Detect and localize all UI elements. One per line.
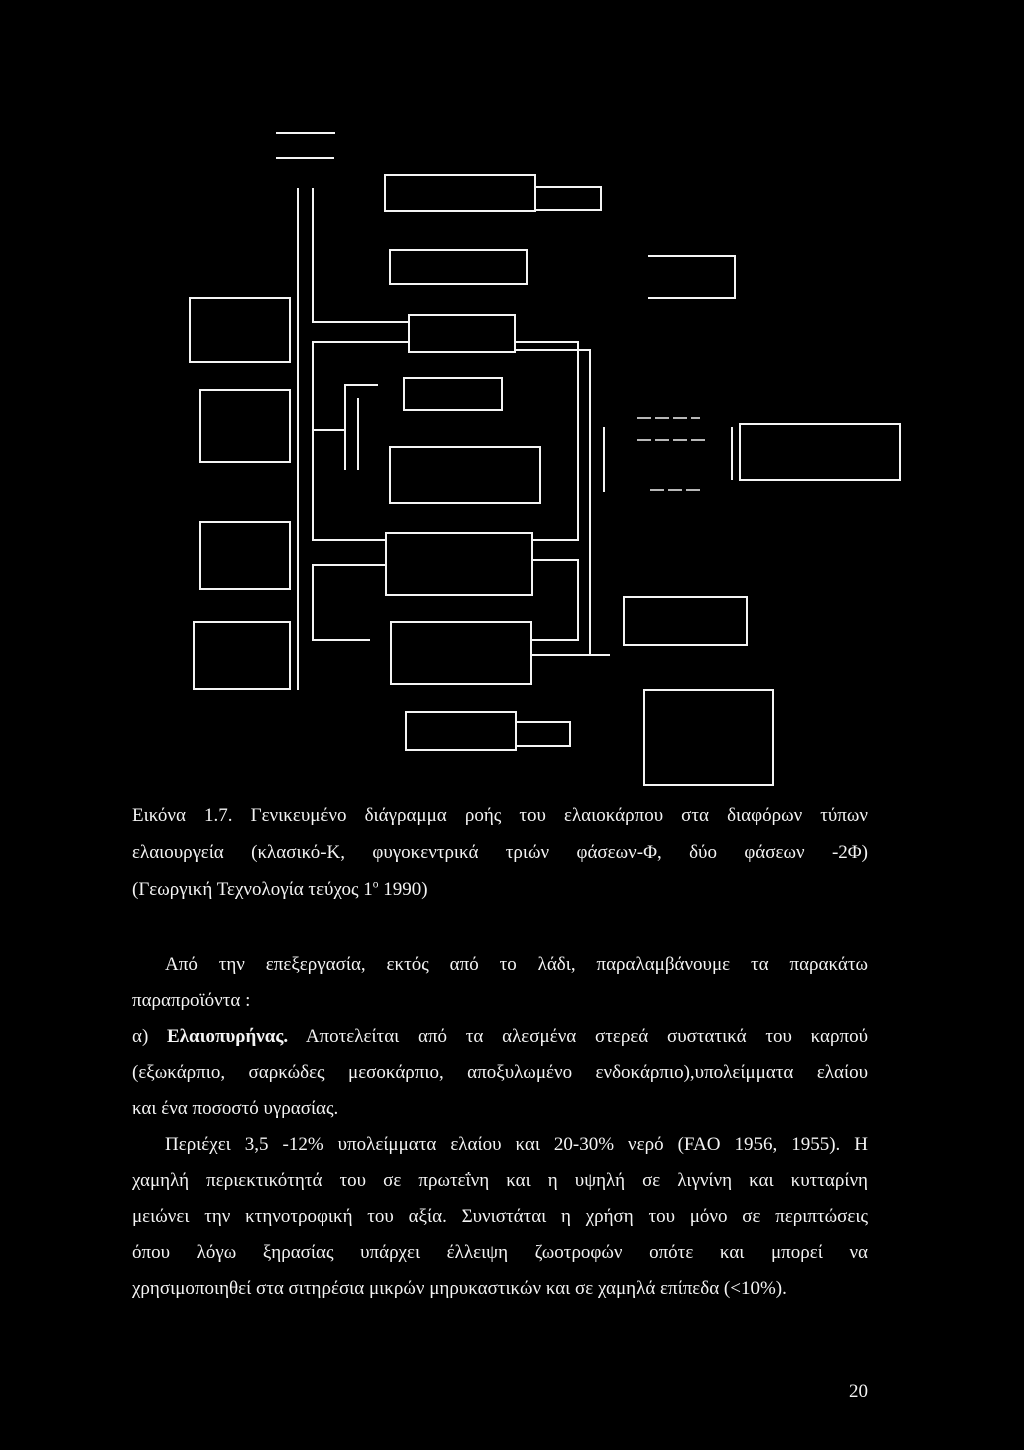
caption-source: (Γεωργική Τεχνολογία τεύχος 1 (132, 879, 373, 900)
bracket-top-right (648, 256, 735, 298)
caption-line (132, 871, 868, 908)
flow-box-centre-3 (390, 447, 540, 503)
flow-box-right-2 (624, 597, 747, 645)
flow-box-centre-1 (409, 315, 515, 352)
caption-line: Εικόνα 1.7. Γενικευμένο διάγραμμα ροής του ελαιοκάρπου στα διαφόρων τύπων (132, 805, 868, 826)
connector-to-centre-5 (313, 565, 386, 640)
connector-right-inner (515, 342, 578, 540)
flow-box-second (390, 250, 527, 284)
flow-box-centre-4 (386, 533, 532, 595)
page-number: 20 (849, 1381, 868, 1402)
flow-box-centre-6-attached (516, 722, 570, 746)
item-term: Ελαιοπυρήνας. (167, 1026, 289, 1047)
flow-box-left-4 (194, 622, 290, 689)
flow-box-top-main (385, 175, 535, 211)
flow-box-right-1 (740, 424, 900, 480)
item-a-line (132, 1019, 868, 1055)
flow-box-centre-5 (391, 622, 531, 684)
item-a-line: (εξωκάρπιο, σαρκώδες μεσοκάρπιο, αποξυλωμένο ενδοκάρπιο),υπολείμματα ελαίου (132, 1062, 868, 1083)
details-line: Περιέχει 3,5 -12% υπολείμματα ελαίου και 20-30% νερό (FAO 1956, 1955). Η (165, 1134, 868, 1155)
connector-step (345, 385, 378, 470)
flow-box-top-attached (535, 187, 601, 210)
flow-box-left-1 (190, 298, 290, 362)
item-marker: α) (132, 1026, 168, 1047)
details-line: όπου λόγω ξηρασίας υπάρχει έλλειψη ζωοτροφών οπότε και μπορεί να (132, 1242, 868, 1263)
details-line: χαμηλή περιεκτικότητά του σε πρωτεΐνη και η υψηλή σε λιγνίνη και κυτταρίνη (132, 1170, 868, 1191)
flow-box-centre-2 (404, 378, 502, 410)
flow-box-left-2 (200, 390, 290, 462)
body-text (132, 947, 868, 1307)
connector-trunk-inner (313, 188, 409, 322)
connector-to-centre-4 (313, 430, 386, 540)
connector-right-lower (531, 560, 578, 640)
item-a-line: και ένα ποσοστό υγρασίας. (132, 1098, 339, 1119)
caption-superscript: ο (372, 878, 379, 891)
item-a-text: Αποτελείται από τα αλεσμένα στερεά συστατικά του καρπού (288, 1026, 868, 1047)
intro-line: Από την επεξεργασία, εκτός από το λάδι, παραλαμβάνουμε τα παρακάτω (165, 954, 868, 975)
caption-line: ελαιουργεία (κλασικό-Κ, φυγοκεντρικά τριών φάσεων-Φ, δύο φάσεων -2Φ) (132, 842, 868, 863)
details-line: μειώνει την κτηνοτροφική του αξία. Συνιστάται η χρήση του μόνο σε περιπτώσεις (132, 1206, 868, 1227)
flow-box-centre-6 (406, 712, 516, 750)
figure-caption (132, 797, 868, 908)
flow-box-left-3 (200, 522, 290, 589)
intro-line: παραπροϊόντα : (132, 990, 251, 1011)
flow-box-right-3 (644, 690, 773, 785)
details-line: χρησιμοποιηθεί στα σιτηρέσια μικρών μηρυκαστικών και σε χαμηλά επίπεδα (<10%). (132, 1278, 787, 1299)
caption-year: 1990) (378, 879, 428, 900)
